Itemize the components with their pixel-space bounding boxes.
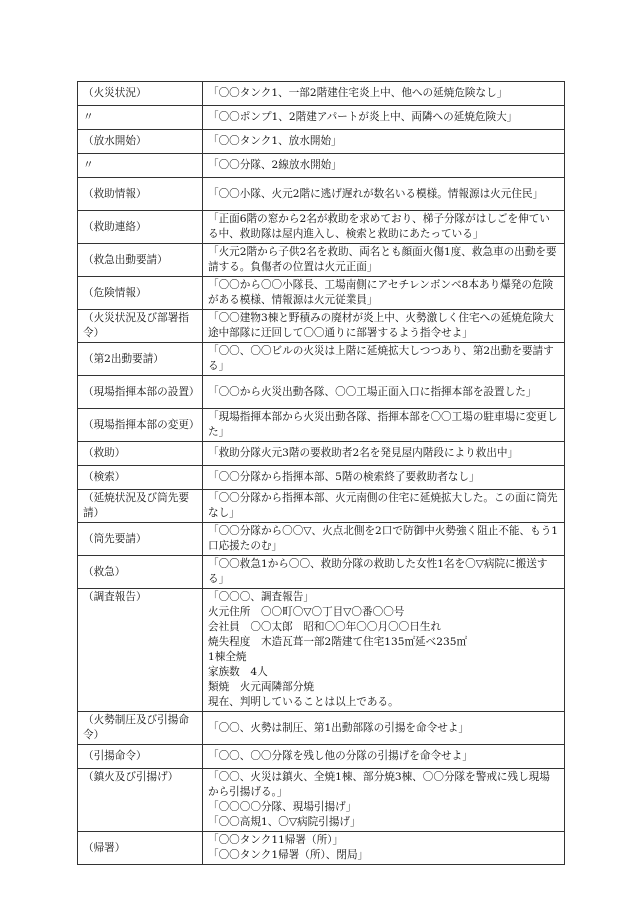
message-line: 「救助分隊火元3階の要救助者2名を発見屋内階段により救出中」 [208,447,519,459]
row-label: （鎮火及び引揚げ） [78,769,203,832]
row-message [203,832,565,865]
message-line: 「〇〇分隊、2線放水開始」 [208,159,342,171]
row-message [203,211,565,244]
row-label: （火災状況及び部署指令） [78,310,203,343]
row-label: （延焼状況及び筒先要請） [78,490,203,523]
message-line: 「〇〇分隊から指揮本部、5階の検索終了要救助者なし」 [208,471,480,483]
message-line: 1棟全焼 [208,651,247,663]
row-message [203,82,565,106]
row-message [203,712,565,745]
table-row [78,409,565,442]
message-line: 「〇〇〇〇分隊、現場引揚げ」 [208,801,357,813]
message-line: 「〇〇から火災出動各隊、〇〇工場正面入口に指揮本部を設置した」 [208,385,537,398]
message-line: 「〇〇ポンプ1、2階建アパートが炎上中、両隣への延焼危険大」 [208,111,518,123]
row-message [203,376,565,409]
table-row [78,310,565,343]
table-row [78,277,565,310]
table-row [78,712,565,745]
row-message [203,178,565,211]
row-message [203,154,565,178]
radio-communication-table [77,81,565,865]
table-row [78,523,565,556]
row-message [203,523,565,556]
table-row [78,178,565,211]
row-label: （危険情報） [78,277,203,310]
row-label: （帰署） [78,832,203,865]
document-page [77,81,559,865]
table-row [78,589,565,712]
message-line: 家族数 4人 [208,666,268,678]
row-label: （現場指揮本部の変更） [78,409,203,442]
row-label: （救助連絡） [78,211,203,244]
message-line: 「〇〇タンク1帰署（所）、閉局」 [208,849,369,861]
row-message [203,310,565,343]
message-line: 「〇〇建物3棟と野積みの廃材が炎上中、火勢激しく住宅への延焼危険大途中部隊に迂回して〇〇通りに部署するよう指令せよ」 [208,312,554,339]
row-label: （救助情報） [78,178,203,211]
row-label: （救急） [78,556,203,589]
row-message [203,343,565,376]
message-line: 「〇〇タンク11帰署（所）」 [208,834,344,846]
table-row [78,343,565,376]
row-label: 〃 [78,154,203,178]
message-line: 「現場指揮本部から火災出動各隊、指揮本部を〇〇工場の駐車場に変更した」 [208,411,558,438]
message-line: 「〇〇から〇〇小隊長、工場南側にアセチレンボンベ8本あり爆発の危険がある模様、情報源は火元従業員」 [208,279,554,306]
message-line: 「〇〇タンク1、放水開始」 [208,135,342,147]
message-line: 会社員 〇〇太郎 昭和〇〇年〇〇月〇〇日生れ [208,621,442,633]
row-message [203,442,565,466]
row-label: （火災状況） [78,82,203,106]
table-row [78,154,565,178]
row-message [203,130,565,154]
row-label: （救急出動要請） [78,244,203,277]
message-line: 「〇〇〇、調査報告」 [208,591,314,603]
row-label: （現場指揮本部の設置） [78,376,203,409]
row-message [203,490,565,523]
table-row [78,466,565,490]
table-row [78,745,565,769]
row-message [203,106,565,130]
table-row [78,211,565,244]
table-row [78,82,565,106]
row-message [203,589,565,712]
message-line: 現在、判明していることは以上である。 [208,696,399,708]
row-label: 〃 [78,106,203,130]
row-label: （第2出動要請） [78,343,203,376]
row-label: （火勢制圧及び引揚命令） [78,712,203,745]
row-label: （放水開始） [78,130,203,154]
row-message [203,769,565,832]
message-line: 「〇〇救急1から〇〇、救助分隊の救助した女性1名を〇▽病院に搬送する」 [208,558,548,585]
message-line: 「火元2階から子供2名を救助、両名とも顔面火傷1度、救急車の出動を要請する。負傷者の位置は火元正面」 [208,246,557,273]
message-line: 火元住所 〇〇町〇▽〇丁目▽〇番〇〇号 [208,606,405,618]
row-message [203,409,565,442]
message-line: 「〇〇タンク1、一部2階建住宅炎上中、他への延焼危険なし」 [208,87,508,99]
message-line: 「〇〇小隊、火元2階に逃げ遅れが数名いる模様。情報源は火元住民」 [208,187,544,200]
table-row [78,130,565,154]
table-row [78,442,565,466]
row-label: （引揚命令） [78,745,203,769]
table-row [78,376,565,409]
message-line: 類焼 火元両隣部分焼 [208,681,314,693]
row-label: （検索） [78,466,203,490]
row-message [203,244,565,277]
row-message [203,745,565,769]
table-row [78,244,565,277]
message-line: 「〇〇、火災は鎮火、全焼1棟、部分焼3棟、〇〇分隊を警戒に残し現場から引揚げる。」 [208,771,550,798]
row-message [203,277,565,310]
row-label: （筒先要請） [78,523,203,556]
message-line: 「〇〇高規1、〇▽病院引揚げ」 [208,816,361,828]
message-line: 「〇〇分隊から指揮本部、火元南側の住宅に延焼拡大した。この面に筒先なし」 [208,492,558,519]
row-message [203,466,565,490]
row-label: （調査報告） [78,589,203,712]
table-row [78,556,565,589]
message-line: 「正面6階の窓から2名が救助を求めており、梯子分隊がはしごを伸ている中、救助隊は屋内進入し、検索と救助にあたっている」 [208,213,550,240]
message-line: 「〇〇分隊から〇〇▽、火点北側を2口で防御中火勢強く阻止不能、もう1口応援たのむ」 [208,525,559,552]
message-line: 焼失程度 木造瓦葺一部2階建て住宅135㎡延べ235㎡ [208,636,468,648]
message-line: 「〇〇、〇〇ビルの火災は上階に延焼拡大しつつあり、第2出動を要請する」 [208,345,554,372]
table-row [78,106,565,130]
message-line: 「〇〇、〇〇分隊を残し他の分隊の引揚げを命令せよ」 [208,750,473,762]
row-message [203,556,565,589]
table-row [78,490,565,523]
table-row [78,832,565,865]
table-row [78,769,565,832]
message-line: 「〇〇、火勢は制圧、第1出動部隊の引揚を命令せよ」 [208,721,469,734]
row-label: （救助） [78,442,203,466]
